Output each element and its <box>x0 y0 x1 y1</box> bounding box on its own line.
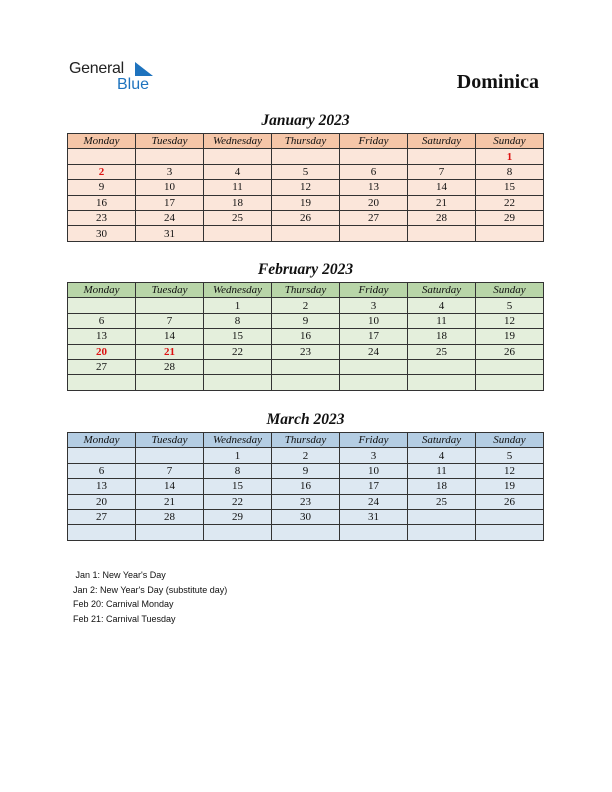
week-row <box>68 164 544 179</box>
day-cell: 12 <box>272 180 340 195</box>
empty-day-cell <box>272 359 340 374</box>
day-cell: 14 <box>136 479 204 494</box>
day-cell: 28 <box>408 210 476 225</box>
logo-text-general: General <box>69 60 124 77</box>
empty-day-cell <box>476 509 544 524</box>
day-cell: 22 <box>476 195 544 210</box>
logo-text-blue: Blue <box>117 76 150 93</box>
day-cell: 13 <box>68 329 136 344</box>
day-cell: 20 <box>340 195 408 210</box>
empty-day-cell <box>68 149 136 164</box>
empty-day-cell <box>68 525 136 540</box>
day-cell: 4 <box>204 164 272 179</box>
day-cell: 3 <box>136 164 204 179</box>
empty-day-cell <box>204 359 272 374</box>
week-row <box>68 494 544 509</box>
day-cell: 23 <box>272 494 340 509</box>
day-cell: 24 <box>340 344 408 359</box>
month-title-march: March 2023 <box>266 411 345 428</box>
weekday-header: Wednesday <box>204 283 272 298</box>
week-row <box>68 375 544 390</box>
weekday-header-row <box>68 283 544 298</box>
weekday-header: Monday <box>68 283 136 298</box>
weekday-header-row <box>68 134 544 149</box>
day-cell: 15 <box>204 329 272 344</box>
day-cell: 15 <box>476 180 544 195</box>
day-cell: 22 <box>204 494 272 509</box>
week-row <box>68 329 544 344</box>
week-row <box>68 210 544 225</box>
empty-day-cell <box>408 359 476 374</box>
empty-day-cell <box>136 525 204 540</box>
day-cell: 5 <box>272 164 340 179</box>
day-cell: 14 <box>408 180 476 195</box>
weekday-header: Tuesday <box>136 134 204 149</box>
empty-day-cell <box>204 375 272 390</box>
empty-day-cell <box>408 375 476 390</box>
empty-day-cell <box>340 226 408 241</box>
holiday-note: Jan 1: New Year's Day <box>73 570 166 580</box>
weekday-header: Tuesday <box>136 433 204 448</box>
empty-day-cell <box>272 149 340 164</box>
empty-day-cell <box>340 359 408 374</box>
day-cell: 26 <box>476 494 544 509</box>
weekday-header: Monday <box>68 134 136 149</box>
holiday-notes <box>73 568 227 626</box>
day-cell: 3 <box>340 298 408 313</box>
empty-day-cell <box>476 359 544 374</box>
day-cell: 29 <box>204 509 272 524</box>
empty-day-cell <box>340 525 408 540</box>
empty-day-cell <box>272 525 340 540</box>
day-cell: 30 <box>272 509 340 524</box>
weekday-header: Wednesday <box>204 134 272 149</box>
week-row <box>68 463 544 478</box>
day-cell: 15 <box>204 479 272 494</box>
day-cell: 16 <box>272 329 340 344</box>
month-title-january: January 2023 <box>261 112 350 129</box>
weekday-header: Saturday <box>408 134 476 149</box>
day-cell: 10 <box>136 180 204 195</box>
day-cell: 19 <box>272 195 340 210</box>
day-cell: 1 <box>204 298 272 313</box>
empty-day-cell <box>272 375 340 390</box>
week-row <box>68 298 544 313</box>
weekday-header: Friday <box>340 433 408 448</box>
day-cell: 25 <box>408 494 476 509</box>
holiday-note: Feb 21: Carnival Tuesday <box>73 613 176 624</box>
day-cell: 12 <box>476 313 544 328</box>
empty-day-cell <box>408 525 476 540</box>
day-cell: 14 <box>136 329 204 344</box>
day-cell: 18 <box>408 329 476 344</box>
day-cell: 28 <box>136 359 204 374</box>
empty-day-cell <box>204 525 272 540</box>
empty-day-cell <box>68 298 136 313</box>
day-cell: 5 <box>476 298 544 313</box>
day-cell: 7 <box>408 164 476 179</box>
month-title-february: February 2023 <box>257 261 354 278</box>
empty-day-cell <box>204 226 272 241</box>
day-cell: 8 <box>476 164 544 179</box>
empty-day-cell <box>136 448 204 463</box>
country-title: Dominica <box>456 71 539 93</box>
empty-day-cell <box>204 149 272 164</box>
day-cell: 31 <box>136 226 204 241</box>
week-row <box>68 149 544 164</box>
day-cell: 20 <box>68 344 136 359</box>
empty-day-cell <box>476 226 544 241</box>
day-cell: 19 <box>476 329 544 344</box>
day-cell: 25 <box>204 210 272 225</box>
day-cell: 9 <box>272 313 340 328</box>
weekday-header: Sunday <box>476 283 544 298</box>
day-cell: 21 <box>136 494 204 509</box>
day-cell: 27 <box>340 210 408 225</box>
weekday-header: Thursday <box>272 433 340 448</box>
empty-day-cell <box>272 226 340 241</box>
calendar-january <box>67 133 544 242</box>
day-cell: 18 <box>408 479 476 494</box>
holiday-note: Jan 2: New Year's Day (substitute day) <box>73 584 228 595</box>
day-cell: 26 <box>272 210 340 225</box>
day-cell: 23 <box>68 210 136 225</box>
day-cell: 24 <box>340 494 408 509</box>
day-cell: 22 <box>204 344 272 359</box>
weekday-header: Thursday <box>272 134 340 149</box>
day-cell: 27 <box>68 509 136 524</box>
empty-day-cell <box>340 149 408 164</box>
day-cell: 10 <box>340 313 408 328</box>
week-row <box>68 313 544 328</box>
weekday-header: Saturday <box>408 433 476 448</box>
day-cell: 5 <box>476 448 544 463</box>
calendar-march <box>67 432 544 541</box>
week-row <box>68 525 544 540</box>
day-cell: 17 <box>340 479 408 494</box>
day-cell: 9 <box>272 463 340 478</box>
empty-day-cell <box>408 509 476 524</box>
empty-day-cell <box>408 226 476 241</box>
logo <box>69 60 159 96</box>
day-cell: 19 <box>476 479 544 494</box>
logo-triangle-icon <box>135 62 153 76</box>
day-cell: 4 <box>408 448 476 463</box>
day-cell: 16 <box>272 479 340 494</box>
day-cell: 4 <box>408 298 476 313</box>
weekday-header-row <box>68 433 544 448</box>
week-row <box>68 448 544 463</box>
day-cell: 11 <box>408 463 476 478</box>
empty-day-cell <box>136 149 204 164</box>
weekday-header: Thursday <box>272 283 340 298</box>
weekday-header: Sunday <box>476 134 544 149</box>
day-cell: 30 <box>68 226 136 241</box>
day-cell: 16 <box>68 195 136 210</box>
day-cell: 29 <box>476 210 544 225</box>
day-cell: 8 <box>204 463 272 478</box>
day-cell: 6 <box>340 164 408 179</box>
day-cell: 28 <box>136 509 204 524</box>
day-cell: 2 <box>68 164 136 179</box>
week-row <box>68 344 544 359</box>
day-cell: 21 <box>408 195 476 210</box>
weekday-header: Sunday <box>476 433 544 448</box>
empty-day-cell <box>68 448 136 463</box>
calendar-february <box>67 282 544 391</box>
empty-day-cell <box>476 375 544 390</box>
day-cell: 26 <box>476 344 544 359</box>
day-cell: 11 <box>408 313 476 328</box>
day-cell: 8 <box>204 313 272 328</box>
day-cell: 20 <box>68 494 136 509</box>
weekday-header: Friday <box>340 134 408 149</box>
day-cell: 9 <box>68 180 136 195</box>
day-cell: 17 <box>136 195 204 210</box>
day-cell: 6 <box>68 313 136 328</box>
week-row <box>68 509 544 524</box>
day-cell: 12 <box>476 463 544 478</box>
day-cell: 2 <box>272 448 340 463</box>
day-cell: 27 <box>68 359 136 374</box>
day-cell: 11 <box>204 180 272 195</box>
week-row <box>68 195 544 210</box>
day-cell: 6 <box>68 463 136 478</box>
weekday-header: Friday <box>340 283 408 298</box>
empty-day-cell <box>68 375 136 390</box>
week-row <box>68 479 544 494</box>
day-cell: 1 <box>476 149 544 164</box>
week-row <box>68 226 544 241</box>
day-cell: 7 <box>136 313 204 328</box>
holiday-note: Feb 20: Carnival Monday <box>73 599 174 609</box>
day-cell: 7 <box>136 463 204 478</box>
day-cell: 24 <box>136 210 204 225</box>
week-row <box>68 359 544 374</box>
empty-day-cell <box>408 149 476 164</box>
day-cell: 18 <box>204 195 272 210</box>
day-cell: 10 <box>340 463 408 478</box>
empty-day-cell <box>136 298 204 313</box>
weekday-header: Saturday <box>408 283 476 298</box>
day-cell: 3 <box>340 448 408 463</box>
day-cell: 13 <box>340 180 408 195</box>
weekday-header: Tuesday <box>136 283 204 298</box>
week-row <box>68 180 544 195</box>
weekday-header: Monday <box>68 433 136 448</box>
weekday-header: Wednesday <box>204 433 272 448</box>
day-cell: 17 <box>340 329 408 344</box>
empty-day-cell <box>136 375 204 390</box>
day-cell: 31 <box>340 509 408 524</box>
empty-day-cell <box>476 525 544 540</box>
empty-day-cell <box>340 375 408 390</box>
day-cell: 25 <box>408 344 476 359</box>
day-cell: 2 <box>272 298 340 313</box>
day-cell: 23 <box>272 344 340 359</box>
day-cell: 1 <box>204 448 272 463</box>
day-cell: 21 <box>136 344 204 359</box>
day-cell: 13 <box>68 479 136 494</box>
